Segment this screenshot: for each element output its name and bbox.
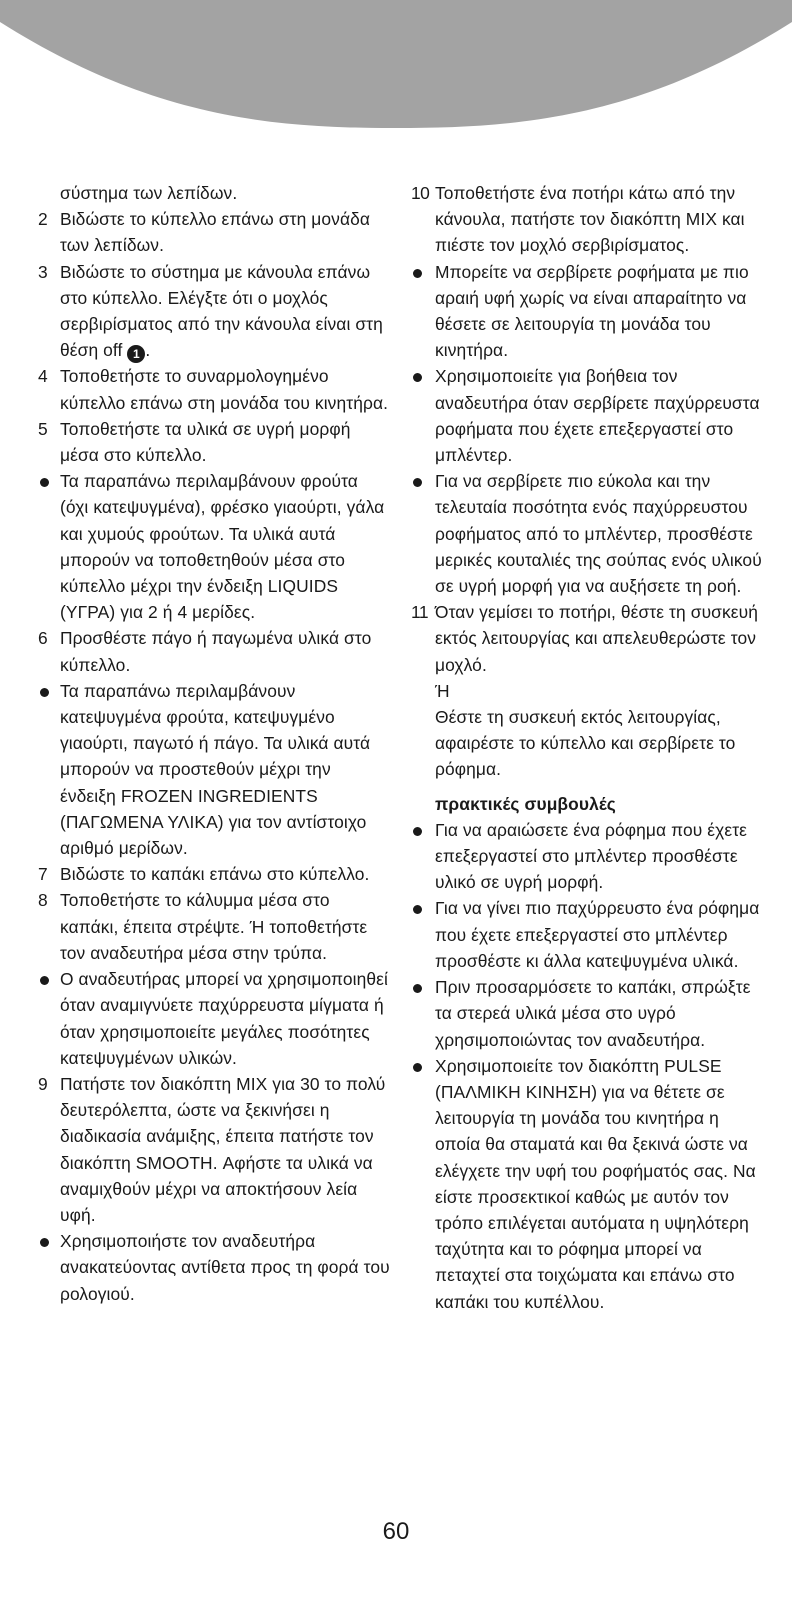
step-2-text: Βιδώστε το κύπελλο επάνω στη μονάδα των λεπίδων. <box>60 209 371 256</box>
header-arc-decoration <box>0 0 792 130</box>
bullet-icon <box>411 259 435 285</box>
bullet-icon <box>38 468 60 494</box>
tip-push-solids-text: Πριν προσαρμόσετε το καπάκι, σπρώξτε τα στερεά υλικά μέσα στο υγρό χρησιμοποιώντας τον αναδευτήρα. <box>435 977 751 1050</box>
step-6-number: 6 <box>38 628 48 649</box>
bullet-thick-drinks-text: Χρησιμοποιείτε για βοήθεια τον αναδευτήρα όταν σερβίρετε παχύρρευστα ροφήματα που έχετε επεξεργαστεί στο μπλέντερ. <box>435 366 760 466</box>
step-9-number: 9 <box>38 1073 48 1094</box>
bullet-icon <box>38 966 60 992</box>
step-10-number: 10 <box>411 183 430 203</box>
step-5 <box>38 416 390 468</box>
step-5-number: 5 <box>38 418 48 439</box>
step-5-text: Τοποθετήστε τα υλικά σε υγρή μορφή μέσα στο κύπελλο. <box>60 418 351 466</box>
step-4-text: Τοποθετήστε το συναρμολογημένο κύπελλο επάνω στη μονάδα του κινητήρα. <box>60 366 389 413</box>
step-3-period: . <box>145 340 151 361</box>
tip-thin-text: Για να αραιώσετε ένα ρόφημα που έχετε επεξεργαστεί στο μπλέντερ προσθέστε υλικό σε υγρή μορφή. <box>435 819 748 893</box>
bullet-icon <box>411 1053 435 1079</box>
bullet-thin-drinks-text: Μπορείτε να σερβίρετε ροφήματα με πιο αραιή υφή χωρίς να είναι απαραίτητο να θέσετε σε λειτουργία τη μονάδα του κινητήρα. <box>435 261 749 361</box>
bullet-icon <box>411 974 435 1000</box>
step-7-number: 7 <box>38 864 48 885</box>
tip-thin <box>411 817 763 896</box>
step-7-text: Βιδώστε το καπάκι επάνω στο κύπελλο. <box>60 864 370 885</box>
bullet-frozen-text: Τα παραπάνω περιλαμβάνουν κατεψυγμένα φρούτα, κατεψυγμένο γιαούρτι, παγωτό ή πάγο. Τα υλικά αυτά μπορούν να προστεθούν μέχρι την ένδειξη FROZEN INGREDIENTS (ΠΑΓΩΜΕΝΑ ΥΛΙΚΑ) για τον αντίστοιχο αριθμό μερίδων. <box>60 680 371 859</box>
step-10 <box>411 180 763 259</box>
step-2-number: 2 <box>38 209 48 230</box>
step-11-number: 11 <box>411 602 429 623</box>
tips-heading: πρακτικές συμβουλές <box>435 793 616 814</box>
bullet-icon <box>411 817 435 843</box>
step-1-continuation-text: σύστημα των λεπίδων. <box>60 183 238 203</box>
bullet-icon <box>38 678 60 704</box>
bullet-anticlockwise <box>38 1228 390 1307</box>
bullet-last-portion <box>411 468 763 599</box>
right-column <box>411 180 763 1315</box>
tip-thicken-text: Για να γίνει πιο παχύρρευστο ένα ρόφημα που έχετε επεξεργαστεί στο μπλέντερ προσθέστε κι άλλα κατεψυγμένα υλικά. <box>435 898 760 971</box>
step-2 <box>38 206 390 258</box>
bullet-icon <box>411 895 435 921</box>
bullet-thin-drinks <box>411 259 763 364</box>
step-11-text-a: Όταν γεμίσει το ποτήρι, θέστε τη συσκευή εκτός λειτουργίας και απελευθερώστε τον μοχλό. <box>435 602 759 675</box>
step-9 <box>38 1071 390 1228</box>
step-6-text: Προσθέστε πάγο ή παγωμένα υλικά στο κύπελλο. <box>60 628 372 675</box>
step-6 <box>38 625 390 677</box>
circled-number-1-icon: 1 <box>127 345 145 363</box>
bullet-liquids-text: Τα παραπάνω περιλαμβάνουν φρούτα (όχι κατεψυγμένα), φρέσκο γιαούρτι, γάλα και χυμούς φρούτων. Τα υλικά αυτά μπορούν να τοποθετηθούν μέσα στο κύπελλο μέχρι την ένδειξη LIQUIDS (ΥΓΡΑ) για 2 ή 4 μερίδες. <box>60 471 385 623</box>
tip-pulse-text: Χρησιμοποιείτε τον διακόπτη PULSE (ΠΑΛΜΙΚΗ ΚΙΝΗΣΗ) για να θέτετε σε λειτουργία τη μονάδα του κινητήρα η οποία θα σταματά και θα ξεκινά ώστε να ελέγχετε την υφή του ροφήματός σας. Να είστε προσεκτικοί καθώς με αυτόν τον τρόπο επιλέγεται αυτόματα η υψηλότερη ταχύτητα και το ρόφημα μπορεί να πεταχτεί στα τοιχώματα και επάνω στο καπάκι του κυπέλλου. <box>435 1055 756 1312</box>
tip-push-solids <box>411 974 763 1053</box>
bullet-stirrer <box>38 966 390 1071</box>
step-8-number: 8 <box>38 890 48 911</box>
step-11-or: Ή <box>435 680 450 701</box>
step-1-continuation <box>38 180 390 206</box>
bullet-icon <box>411 363 435 389</box>
step-3 <box>38 259 390 364</box>
left-column <box>38 180 390 1307</box>
bullet-icon <box>38 1228 60 1254</box>
step-8 <box>38 887 390 966</box>
step-4 <box>38 363 390 415</box>
step-10-text: Τοποθετήστε ένα ποτήρι κάτω από την κάνουλα, πατήστε τον διακόπτη MIX και πιέστε τον μοχλό σερβιρίσματος. <box>435 183 745 256</box>
step-3-number: 3 <box>38 261 48 282</box>
step-7 <box>38 861 390 887</box>
bullet-liquids <box>38 468 390 625</box>
page-number: 60 <box>382 1518 410 1545</box>
bullet-last-portion-text: Για να σερβίρετε πιο εύκολα και την τελευταία ποσότητα ενός παχύρρευστου ροφήματος από το μπλέντερ, προσθέστε μερικές κουταλιές της σούπας ενός υλικού σε υγρή μορφή για να αυξήσετε τη ροή. <box>435 471 762 597</box>
step-11-text-b: Θέστε τη συσκευή εκτός λειτουργίας, αφαιρέστε το κύπελλο και σερβίρετε το ρόφημα. <box>435 707 736 780</box>
tip-pulse <box>411 1053 763 1315</box>
step-9-text: Πατήστε τον διακόπτη MIX για 30 το πολύ δευτερόλεπτα, ώστε να ξεκινήσει η διαδικασία ανάμιξης, έπειτα πατήστε τον διακόπτη SMOOTH. Αφήστε τα υλικά να αναμιχθούν μέχρι να αποκτήσουν λεία υφή. <box>60 1073 386 1225</box>
step-4-number: 4 <box>38 366 48 387</box>
bullet-icon <box>411 468 435 494</box>
step-3-text: Βιδώστε το σύστημα με κάνουλα επάνω στο κύπελλο. Ελέγξτε ότι ο μοχλός σερβιρίσματος από την κάνουλα είναι στη θέση off <box>60 261 383 361</box>
bullet-thick-drinks <box>411 363 763 468</box>
bullet-anticlockwise-text: Χρησιμοποιήστε τον αναδευτήρα ανακατεύοντας αντίθετα προς τη φορά του ρολογιού. <box>60 1231 390 1304</box>
step-11 <box>411 599 763 782</box>
tip-thicken <box>411 895 763 974</box>
step-3-paragraph <box>60 259 390 364</box>
step-8-text: Τοποθετήστε το κάλυμμα μέσα στο καπάκι, έπειτα στρέψτε. Ή τοποθετήστε τον αναδευτήρα μέσα στην τρύπα. <box>60 890 368 963</box>
bullet-frozen <box>38 678 390 861</box>
bullet-stirrer-text: Ο αναδευτήρας μπορεί να χρησιμοποιηθεί όταν αναμιγνύετε παχύρρευστα μίγματα ή όταν χρησιμοποιείτε μεγάλες ποσότητες κατεψυγμένων υλικών. <box>60 969 388 1068</box>
